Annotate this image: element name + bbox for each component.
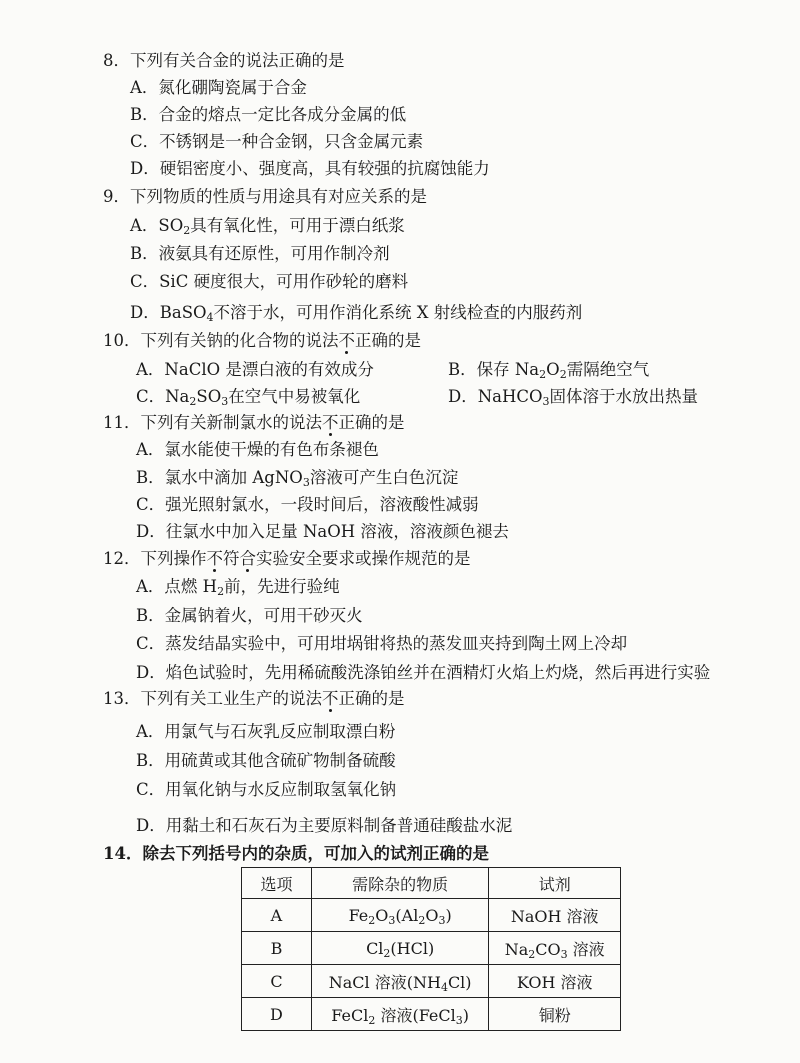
q8-stem: 8．下列有关合金的说法正确的是 <box>103 51 345 70</box>
q8-option-c: C．不锈钢是一种合金钢，只含金属元素 <box>130 132 424 151</box>
table-cell-substance: $Cl_2(HCl)$ <box>311 932 488 965</box>
table-row <box>242 998 621 1031</box>
table-header: 试剂 <box>489 868 621 899</box>
q9-option-d: D．BaSO$_4$不溶于水，可用作消化系统 X 射线检查的内服药剂 <box>130 303 583 324</box>
table-cell-substance: $Fe_2O_3(Al_2O_3)$ <box>311 899 488 932</box>
impurity-reagent-table <box>241 867 621 1031</box>
q10-option-b: B．保存 $Na_2O_2$需隔绝空气 <box>448 360 650 381</box>
table-cell-substance: NaCl 溶液$(NH_4Cl)$ <box>311 965 488 998</box>
table-header: 选项 <box>242 868 312 899</box>
q9-stem: 9．下列物质的性质与用途具有对应关系的是 <box>103 187 427 206</box>
table-cell-reagent: KOH 溶液 <box>489 965 621 998</box>
table-cell-option: D <box>242 998 312 1031</box>
q11-option-b: B．氯水中滴加 AgNO$_3$溶液可产生白色沉淀 <box>136 468 459 489</box>
q12-option-c: C．蒸发结晶实验中，可用坩埚钳将热的蒸发皿夹持到陶土网上冷却 <box>136 634 628 653</box>
emphasis-dot: 不 <box>206 549 223 568</box>
q12-option-d: D．焰色试验时，先用稀硫酸洗涤铂丝并在酒精灯火焰上灼烧，然后再进行实验 <box>136 663 711 682</box>
q10-option-a: A．NaClO 是漂白液的有效成分 <box>136 360 374 379</box>
q13-option-d: D．用黏土和石灰石为主要原料制备普通硅酸盐水泥 <box>136 816 513 835</box>
q13-stem: 13．下列有关工业生产的说法不正确的是 <box>103 689 405 708</box>
emphasis-dot: 不 <box>322 413 339 432</box>
q12-option-b: B．金属钠着火，可用干砂灭火 <box>136 606 363 625</box>
q11-option-d: D．往氯水中加入足量 NaOH 溶液，溶液颜色褪去 <box>136 522 509 541</box>
table-row <box>242 899 621 932</box>
table-cell-reagent: NaOH 溶液 <box>489 899 621 932</box>
table-cell-reagent: $Na_2CO_3$ 溶液 <box>489 932 621 965</box>
q9-option-c: C．SiC 硬度很大，可用作砂轮的磨料 <box>130 272 409 291</box>
table-cell-option: A <box>242 899 312 932</box>
table-row <box>242 932 621 965</box>
table-cell-option: B <box>242 932 312 965</box>
q13-option-b: B．用硫黄或其他含硫矿物制备硫酸 <box>136 751 396 770</box>
table-cell-substance: FeCl$_2$ 溶液(FeCl$_3$) <box>311 998 488 1031</box>
q13-option-c: C．用氧化钠与水反应制取氢氧化钠 <box>136 780 397 799</box>
q12-option-a: A．点燃 $H_2$前，先进行验纯 <box>136 577 340 598</box>
emphasis-dot: 不 <box>338 331 355 350</box>
q12-stem: 12．下列操作不符合实验安全要求或操作规范的是 <box>103 549 471 568</box>
q8-option-b: B．合金的熔点一定比各成分金属的低 <box>130 105 407 124</box>
table-header: 需除杂的物质 <box>311 868 488 899</box>
q10-option-d: D．NaHCO$_3$固体溶于水放出热量 <box>448 387 699 408</box>
q11-option-c: C．强光照射氯水，一段时间后，溶液酸性减弱 <box>136 495 479 514</box>
q9-option-b: B．液氨具有还原性，可用作制冷剂 <box>130 244 390 263</box>
emphasis-dot: 合 <box>239 549 256 568</box>
table-cell-option: C <box>242 965 312 998</box>
q14-stem: 14．除去下列括号内的杂质，可加入的试剂正确的是 <box>103 844 489 863</box>
q8-option-d: D．硬铝密度小、强度高，具有较强的抗腐蚀能力 <box>130 159 490 178</box>
q10-option-c: C．$Na_2SO_3$在空气中易被氧化 <box>136 387 361 408</box>
q10-stem: 10．下列有关钠的化合物的说法不正确的是 <box>103 331 421 350</box>
emphasis-dot: 不 <box>322 689 339 708</box>
q8-option-a: A．氮化硼陶瓷属于合金 <box>130 78 307 97</box>
q13-option-a: A．用氯气与石灰乳反应制取漂白粉 <box>136 722 396 741</box>
table-cell-reagent: 铜粉 <box>489 998 621 1031</box>
q9-option-a: A．$SO_2$具有氧化性，可用于漂白纸浆 <box>130 216 405 237</box>
q11-stem: 11．下列有关新制氯水的说法不正确的是 <box>103 413 405 432</box>
table-header-row <box>242 868 621 899</box>
q11-option-a: A．氯水能使干燥的有色布条褪色 <box>136 440 379 459</box>
table-row <box>242 965 621 998</box>
